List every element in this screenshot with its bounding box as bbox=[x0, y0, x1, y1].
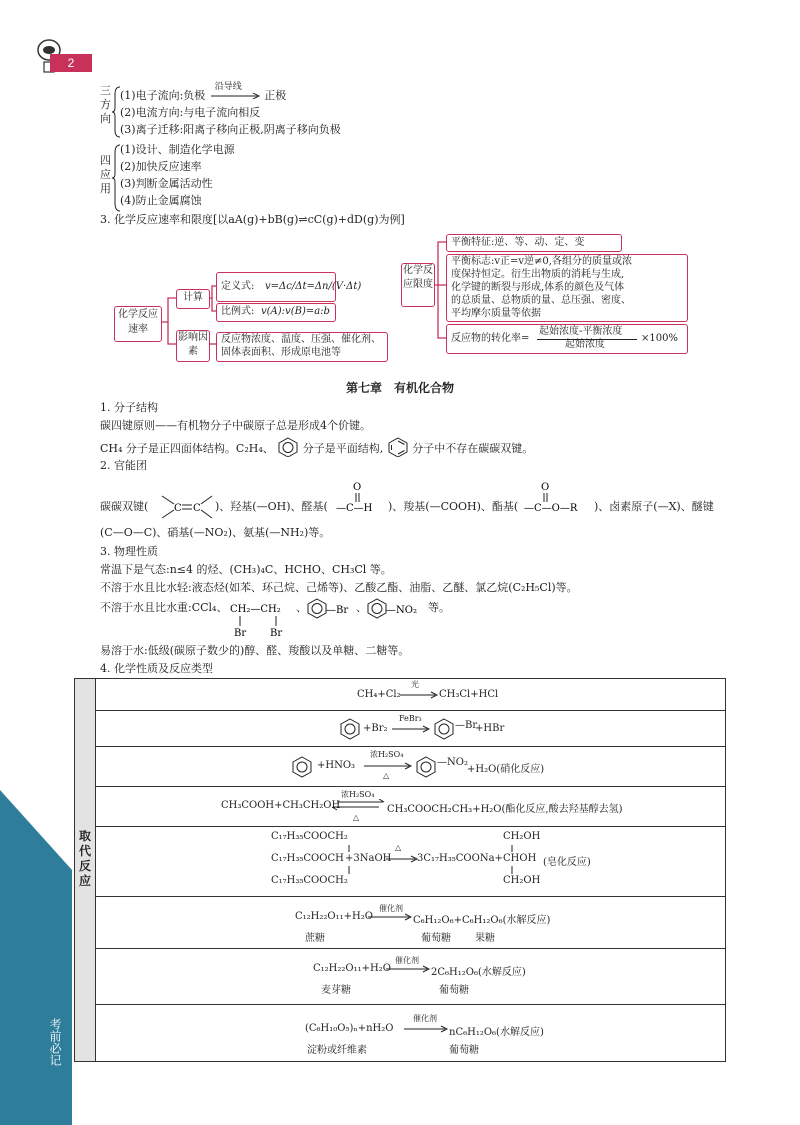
svg-text:C: C bbox=[174, 503, 182, 514]
reaction-row-8: (C₆H₁₀O₅)ₙ+nH₂O 催化剂 nC₆H₁₂O₆(水解反应) 淀粉或纤维素 葡萄糖 bbox=[95, 1004, 726, 1063]
reaction-row-4: CH₃COOH+CH₃CH₂OH 浓H₂SO₄ △ CH₃COOCH₂CH₃+H₂O(酯化反应,酸去羟基醇去氢) bbox=[95, 786, 726, 827]
s2-title: 2. 官能团 bbox=[100, 459, 147, 472]
svg-text:CH₂—CH₂: CH₂—CH₂ bbox=[230, 604, 281, 615]
factor-box: 影响因素 bbox=[176, 330, 210, 362]
chapter-title: 第七章 有机化合物 bbox=[345, 381, 454, 395]
s1-title: 1. 分子结构 bbox=[100, 401, 158, 414]
benzene-icon bbox=[291, 756, 313, 778]
svg-text:Br: Br bbox=[234, 628, 247, 638]
page-number-badge: 2 bbox=[50, 54, 92, 72]
calc-box: 计算 bbox=[176, 289, 210, 309]
cc-double-bond-icon bbox=[160, 494, 214, 520]
rate-box: 化学反应速率 bbox=[114, 306, 162, 342]
reaction-row-5: C₁₇H₃₅COOCH₂ C₁₇H₃₅COOCH C₁₇H₃₅COOCH₂ +3NaOH △ 3C₁₇H₃₅COONa+ CH₂OH CHOH CH₂OH (皂化反应) bbox=[95, 826, 726, 897]
reaction-row-3: +HNO₃ 浓H₂SO₄ △ —NO₂ +H₂O(硝化反应) bbox=[95, 746, 726, 787]
rate-section-title: 3. 化学反应速率和限度[以aA(g)+bB(g)⇌cC(g)+dD(g)为例] bbox=[100, 213, 405, 226]
s3-title: 3. 物理性质 bbox=[100, 545, 158, 558]
s3-line3: 不溶于水且比水重:CCl₄、 CH₂—CH₂ Br Br 、 —Br 、 —NO₂ 等。 bbox=[100, 598, 720, 638]
s4-title: 4. 化学性质及反应类型 bbox=[100, 662, 213, 675]
svg-text:Br: Br bbox=[270, 628, 283, 638]
sign-box: 平衡标志:v正=v逆≠0,各组分的质量或浓 度保持恒定。衍生出物质的消耗与生成, 化学键的断裂与形成,体系的颜色及气体 的总质量、总物质的量、总压强、密度、 平均摩尔质量等依据 bbox=[446, 254, 688, 322]
reaction-row-1: CH₄+Cl₂ 光 CH₃Cl+HCl bbox=[357, 680, 499, 700]
dibromoethane-icon bbox=[230, 600, 296, 638]
s2-line1: 碳碳双键( C C )、羟基(—OH)、醛基( O —C—H )、羧基(—COOH)、酯基( O —C—O—R )、卤素原子(—X)、醚键 bbox=[100, 476, 720, 520]
factor-text-box: 反应物浓度、温度、压强、催化剂、 固体表面积、形成原电池等 bbox=[216, 332, 388, 362]
benzene-icon bbox=[415, 756, 437, 778]
ester-group-icon bbox=[524, 480, 594, 516]
direction-group: 三 方 向 (1)电子流向:负极 沿导线 正极 (2)电流方向:与电子流向相反 (3)离子迁移:阳离子移向正极,阴离子移向负极 bbox=[100, 82, 341, 136]
s1-line1: 碳四键原则——有机物分子中碳原子总是形成4个价键。 bbox=[100, 419, 371, 432]
s1-line2: CH₄ 分子是正四面体结构。C₂H₄、 分子是平面结构, 分子中不存在碳碳双键。 bbox=[100, 437, 533, 457]
reaction-row-2: +Br₂ FeBr₃ —Br +HBr bbox=[95, 710, 726, 747]
svg-text:—NO₂: —NO₂ bbox=[386, 605, 417, 616]
benzene-icon bbox=[277, 437, 299, 457]
sidebar-label: 考前必记 bbox=[48, 1018, 62, 1066]
category-label: 取代反应 bbox=[78, 829, 91, 888]
s3-line1: 常温下是气态:n≤4 的烃、(CH₃)₄C、HCHO、CH₃Cl 等。 bbox=[100, 563, 392, 576]
svg-text:C: C bbox=[193, 503, 201, 514]
conversion-box: 反应物的转化率= 起始浓度-平衡浓度 起始浓度 ×100% bbox=[446, 324, 688, 354]
svg-text:—Br: —Br bbox=[326, 605, 349, 616]
limit-box: 化学反应限度 bbox=[401, 263, 435, 307]
benzene-icon bbox=[433, 718, 455, 740]
kekule-benzene-icon bbox=[387, 437, 409, 457]
svg-text:O: O bbox=[353, 482, 362, 493]
ratio-box: 比例式: v(A):v(B)=a:b bbox=[216, 303, 336, 322]
bromobenzene-icon bbox=[306, 598, 356, 620]
svg-text:—C—O—R: —C—O—R bbox=[524, 503, 578, 514]
s2-line2: (C—O—C)、硝基(—NO₂)、氨基(—NH₂)等。 bbox=[100, 526, 331, 539]
group-label: 三 方 向 bbox=[100, 84, 111, 125]
s3-line4: 易溶于水:低级(碳原子数少的)醇、醛、羧酸以及单糖、二糖等。 bbox=[100, 644, 410, 657]
reaction-row-6: C₁₂H₂₂O₁₁+H₂O 催化剂 C₆H₁₂O₆+C₆H₁₂O₆(水解反应) 蔗糖 葡萄糖 果糖 bbox=[95, 896, 726, 949]
definition-box: 定义式: v=Δc/Δt=Δn/(V·Δt) bbox=[216, 272, 336, 302]
aldehyde-group-icon bbox=[336, 480, 384, 516]
svg-text:O: O bbox=[541, 482, 550, 493]
benzene-icon bbox=[339, 718, 361, 740]
application-group: 四 应 用 (1)设计、制造化学电源 (2)加快反应速率 (3)判断金属活动性 (4)防止金属腐蚀 bbox=[100, 142, 400, 212]
feature-box: 平衡特征:逆、等、动、定、变 bbox=[446, 234, 622, 252]
reaction-row-7: C₁₂H₂₂O₁₁+H₂O 催化剂 2C₆H₁₂O₆(水解反应) 麦芽糖 葡萄糖 bbox=[95, 948, 726, 1005]
nitrobenzene-icon bbox=[366, 598, 426, 620]
svg-text:—C—H: —C—H bbox=[336, 503, 373, 514]
s3-line2: 不溶于水且比水轻:液态烃(如苯、环己烷、己烯等)、乙酸乙酯、油脂、乙醚、氯乙烷(C₂H₅Cl)等。 bbox=[100, 581, 578, 594]
